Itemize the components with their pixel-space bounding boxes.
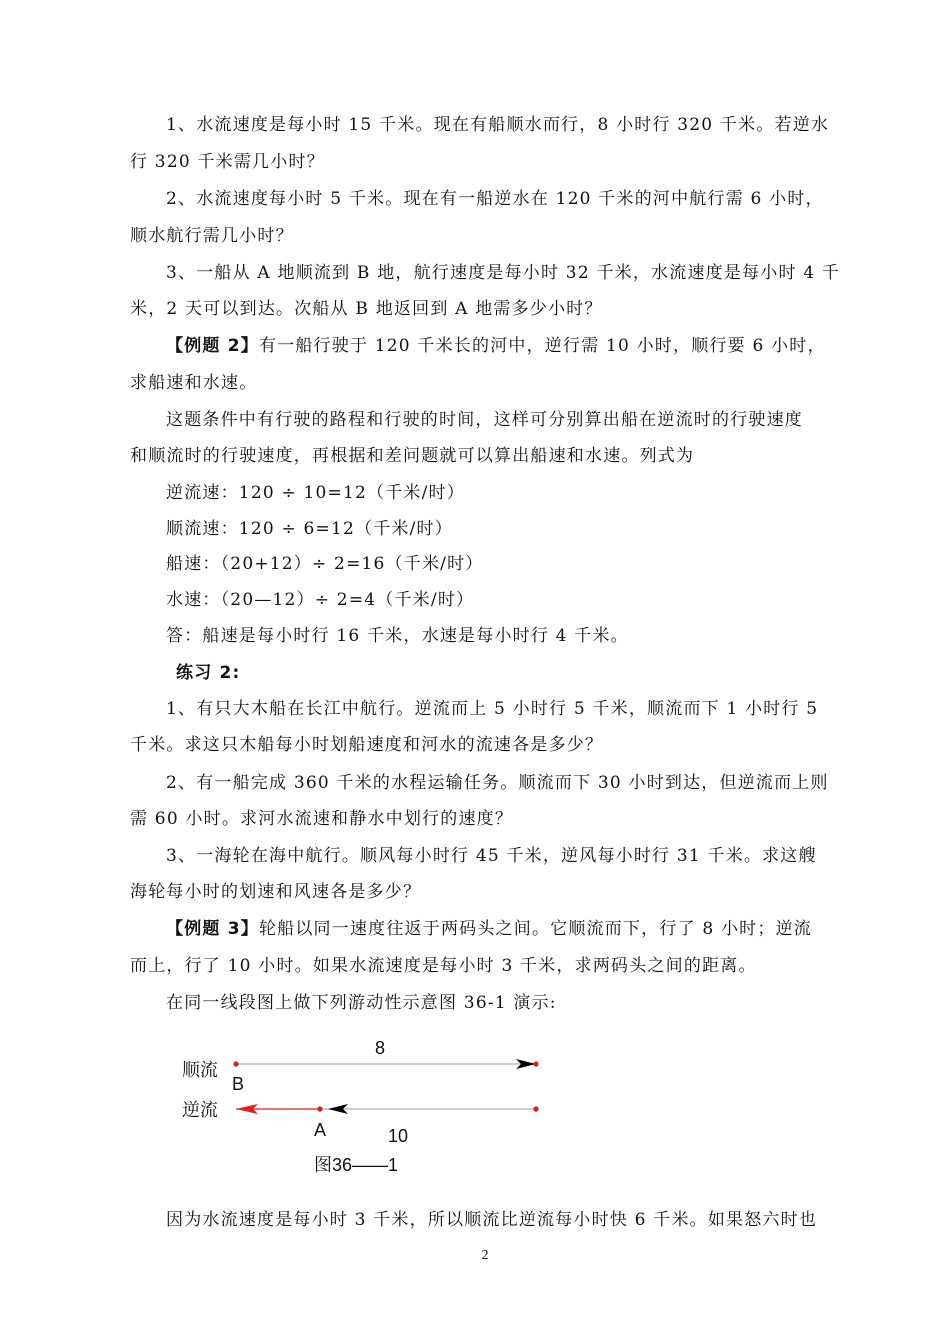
exercise1-q1-line2: 行 320 千米需几小时？ [130,152,325,172]
exercise2-q1-line1: 1、有只大木船在长江中航行。逆流而上 5 小时行 5 千米，顺流而下 1 小时行 5 [166,699,819,719]
example3-paragraph: 在同一线段图上做下列游动性示意图 36-1 演示: [166,993,557,1013]
example2-calc-upstream: 逆流速：120 ÷ 10=12（千米/时） [166,483,465,503]
example3-line1 [166,917,812,941]
exercise1-q2-line2: 顺水航行需几小时？ [130,226,294,246]
downstream-end-point [533,1061,538,1066]
figure-caption: 图36——1 [314,1155,399,1175]
upstream-start-point [533,1106,538,1111]
point-b-label: B [232,1074,245,1094]
example2-answer: 答：船速是每小时行 16 千米，水速是每小时行 4 千米。 [166,626,629,646]
upstream-hours: 10 [388,1126,409,1146]
example2-paragraph-line2: 和顺流时的行驶速度，再根据和差问题就可以算出船速和水速。列式为 [130,446,695,466]
closing-paragraph: 因为水流速度是每小时 3 千米，所以顺流比逆流每小时快 6 千米。如果怒六时也 [166,1210,818,1230]
point-a-label: A [314,1120,327,1140]
exercise2-title: 练习 2: [176,663,241,683]
exercise1-q3-line1: 3、一船从 A 地顺流到 B 地，航行速度是每小时 32 千米，水流速度是每小时 4 千 [166,263,841,283]
example2-text1: 有一船行驶于 120 千米长的河中，逆行需 10 小时，顺行要 6 小时， [258,336,826,356]
downstream-start-point [233,1061,238,1066]
downstream-label: 顺流 [182,1060,218,1080]
exercise2-q3-line2: 海轮每小时的划速和风速各是多少？ [130,882,422,902]
point-a-marker [317,1106,322,1111]
line-diagram [170,1030,570,1180]
exercise1-q2-line1: 2、水流速度每小时 5 千米。现在有一船逆水在 120 千米的河中航行需 6 小时， [166,189,824,209]
example2-paragraph-line1: 这题条件中有行驶的路程和行驶的时间，这样可分别算出船在逆流时的行驶速度 [166,410,803,430]
example3-text1: 轮船以同一速度往返于两码头之间。它顺流而下，行了 8 小时；逆流 [258,919,812,939]
example3-line2: 而上，行了 10 小时。如果水流速度是每小时 3 千米，求两码头之间的距离。 [130,956,757,976]
downstream-hours: 8 [375,1038,386,1058]
exercise2-q1-line2: 千米。求这只木船每小时划船速度和河水的流速各是多少？ [130,735,604,755]
exercise2-q3-line1: 3、一海轮在海中航行。顺风每小时行 45 千米，逆风每小时行 31 千米。求这艘 [166,846,817,866]
exercise2-q2-line2: 需 60 小时。求河水流速和静水中划行的速度？ [130,809,514,829]
exercise1-q1-line1: 1、水流速度是每小时 15 千米。现在有船顺水而行，8 小时行 320 千米。若逆水 [166,115,830,135]
example2-label: 【例题 2】 [166,336,259,356]
example2-calc-downstream: 顺流速：120 ÷ 6=12（千米/时） [166,519,453,539]
page-number: 2 [481,1248,489,1263]
figure-36-1 [170,1030,570,1180]
example2-line1 [166,334,826,358]
exercise1-q3-line2: 米，2 天可以到达。次船从 B 地返回到 A 地需多少小时？ [130,299,603,319]
exercise2-q2-line1: 2、有一船完成 360 千米的水程运输任务。顺流而下 30 小时到达，但逆流而上则 [166,773,829,793]
example2-calc-boat-speed: 船速：（20+12）÷ 2=16（千米/时） [166,554,484,574]
upstream-label: 逆流 [182,1100,218,1120]
example2-calc-water-speed: 水速：（20—12）÷ 2=4（千米/时） [166,590,475,610]
example2-line2: 求船速和水速。 [130,373,258,393]
example3-label: 【例题 3】 [166,919,259,939]
